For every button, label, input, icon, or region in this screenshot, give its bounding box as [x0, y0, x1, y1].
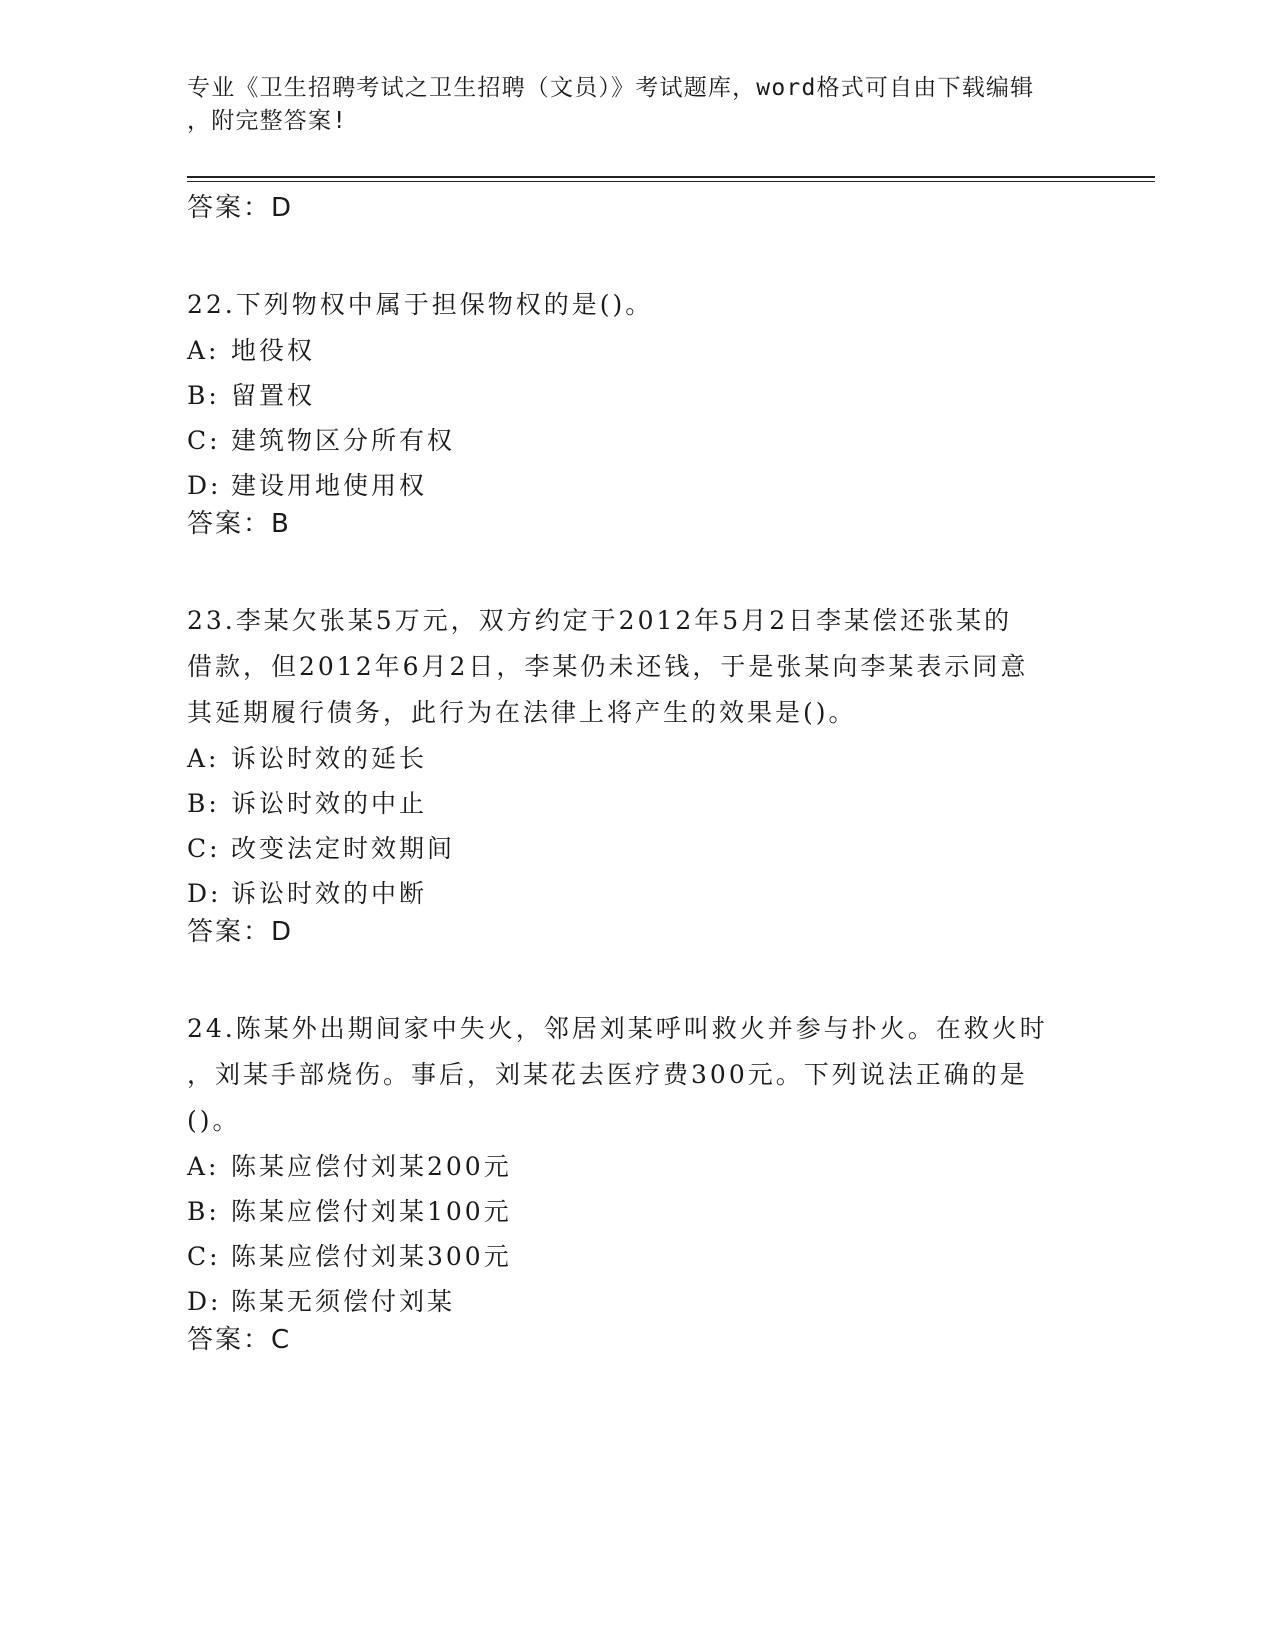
- header-divider-thick: [187, 176, 1155, 178]
- option-key: B:: [187, 1197, 220, 1226]
- option-key: D:: [187, 471, 222, 500]
- option-text: 诉讼时效的中止: [231, 789, 428, 818]
- option-text: 留置权: [231, 381, 316, 410]
- question-block: [187, 598, 1087, 948]
- option-text: 建筑物区分所有权: [231, 426, 456, 455]
- document-header: [187, 72, 1087, 138]
- option-key: B:: [187, 381, 220, 410]
- option-a: [187, 328, 1087, 373]
- option-key: C:: [187, 426, 221, 455]
- option-d: [187, 1279, 1087, 1324]
- option-a: [187, 1144, 1087, 1189]
- header-line-2: ，附完整答案!: [187, 108, 348, 134]
- question-text: [187, 1006, 1087, 1144]
- option-c: [187, 826, 1087, 871]
- question-line: ，刘某手部烧伤。事后，刘某花去医疗费300元。下列说法正确的是: [187, 1060, 1028, 1089]
- question-list: [187, 192, 1087, 1356]
- answer-line: 答案：D: [187, 193, 294, 223]
- option-key: D:: [187, 1287, 222, 1316]
- question-block: [187, 1006, 1087, 1356]
- question-line: 借款，但2012年6月2日，李某仍未还钱，于是张某向李某表示同意: [187, 652, 1029, 681]
- option-text: 改变法定时效期间: [231, 834, 456, 863]
- answer-line: 答案：B: [187, 509, 291, 539]
- option-key: A:: [187, 336, 220, 365]
- option-key: D:: [187, 879, 222, 908]
- question-text: [187, 282, 1087, 328]
- option-text: 陈某应偿付刘某300元: [231, 1242, 512, 1271]
- option-c: [187, 1234, 1087, 1279]
- option-key: C:: [187, 834, 221, 863]
- question-line: 22.下列物权中属于担保物权的是()。: [187, 290, 654, 319]
- question-line: 其延期履行债务，此行为在法律上将产生的效果是()。: [187, 698, 857, 727]
- option-text: 陈某应偿付刘某100元: [231, 1197, 512, 1226]
- question-line: 24.陈某外出期间家中失火，邻居刘某呼叫救火并参与扑火。在救火时: [187, 1014, 1048, 1043]
- option-key: A:: [187, 744, 220, 773]
- question-line: ()。: [187, 1106, 241, 1135]
- question-line: 23.李某欠张某5万元，双方约定于2012年5月2日李某偿还张某的: [187, 606, 1013, 635]
- question-block: [187, 282, 1087, 540]
- option-b: [187, 1189, 1087, 1234]
- option-text: 地役权: [231, 336, 316, 365]
- option-b: [187, 373, 1087, 418]
- answer-line: 答案：C: [187, 1325, 292, 1355]
- option-text: 陈某应偿付刘某200元: [231, 1152, 512, 1181]
- option-key: B:: [187, 789, 220, 818]
- option-key: A:: [187, 1152, 220, 1181]
- option-a: [187, 736, 1087, 781]
- answer-line: 答案：D: [187, 917, 294, 947]
- option-d: [187, 871, 1087, 916]
- option-text: 建设用地使用权: [231, 471, 428, 500]
- option-key: C:: [187, 1242, 221, 1271]
- header-divider-thin: [187, 181, 1155, 182]
- question-text: [187, 598, 1087, 736]
- option-text: 诉讼时效的中断: [231, 879, 428, 908]
- option-text: 陈某无须偿付刘某: [231, 1287, 456, 1316]
- header-line-1: 专业《卫生招聘考试之卫生招聘（文员）》考试题库，word格式可自由下载编辑: [187, 75, 1035, 101]
- option-text: 诉讼时效的延长: [231, 744, 428, 773]
- option-b: [187, 781, 1087, 826]
- option-c: [187, 418, 1087, 463]
- option-d: [187, 463, 1087, 508]
